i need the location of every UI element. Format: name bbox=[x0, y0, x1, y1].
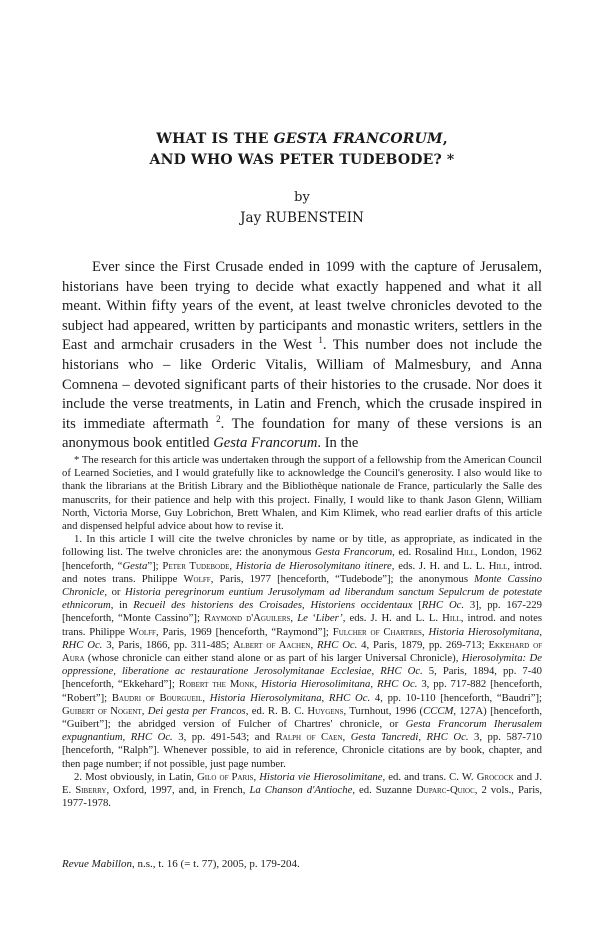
title-text: , bbox=[442, 131, 448, 147]
title-italic-text: GESTA FRANCORUM bbox=[273, 131, 443, 147]
footnote-2: 2. Most obviously, in Latin, Gilo of Paris, Historia vie Hierosolimitane, ed. and trans. C. W. Grocock and J. E. Siberry, Oxford, 1997, and, in French, La Chanson d'Antioche, ed. Suzanne Duparc-Quioc, 2 vols., Paris, 1977-1978. bbox=[62, 770, 542, 810]
byline-by: by bbox=[294, 190, 310, 205]
journal-citation: Revue Mabillon, n.s., t. 16 (= t. 77), 2005, p. 179-204. bbox=[62, 858, 300, 870]
article-title-line-1 bbox=[0, 131, 604, 147]
paragraph: Ever since the First Crusade ended in 1099 with the capture of Jerusalem, historians have been trying to decide what exactly happened and what it all meant. Within fifty years of the event, at least twelve chronicles devoted to the subject had appeared, written by participants and monastic writers, settlers in the East and armchair crusaders in the West $^1$. This number does not include the historians who – like Orderic Vitalis, William of Malmesbury, and Anna Comnena – devoted significant parts of their histories to the crusade. Nor does it include the verse treatments, in Latin and French, which the crusade inspired in its immediate aftermath $^2$. The foundation for many of these versions is an anonymous book entitled Gesta Francorum. In the bbox=[62, 259, 543, 452]
author-name: Jay RUBENSTEIN bbox=[240, 210, 364, 226]
article-title-line-2: AND WHO WAS PETER TUDEBODE? * bbox=[149, 152, 455, 168]
footnote-ref-1[interactable]: 1 bbox=[318, 335, 323, 346]
body-paragraph bbox=[62, 258, 542, 454]
title-text: WHAT IS THE bbox=[156, 131, 274, 147]
footnote-star: * The research for this article was undertaken through the support of a fellowship from the American Council of Learned Societies, and I would gratefully like to acknowledge the Council's generosity. I also would like to thank the librarians at the British Library and the Bibliothèque nationale de France, particularly the Salle des manuscrits, for their patience and help with this project. Finally, I would like to thank Jason Glenn, William North, Victoria Morse, Guy Lobrichon, Brett Whalen, and Kim Klimek, who read earlier drafts of this article and dispensed helpful advice about how to revise it. bbox=[62, 454, 542, 533]
footnotes bbox=[62, 454, 542, 810]
footnote-ref-2[interactable]: 2 bbox=[216, 413, 221, 424]
footnote-1: 1. In this article I will cite the twelve chronicles by name or by title, as appropriate, as indicated in the following list. The twelve chronicles are: the anonymous Gesta Francorum, ed. Rosalind Hill, London, 1962 [henceforth, “Gesta”]; Peter Tudebode, Historia de Hierosolymitano itinere, eds. J. H. and L. L. Hill, introd. and notes trans. Philippe Wolff, Paris, 1977 [henceforth, “Tudebode”]; the anonymous Monte Cassino Chronicle, or Historia peregrinorum euntium Jerusolymam ad liberandum sanctum Sepulcrum de potestate ethnicorum, in Recueil des historiens des Croisades, Historiens occidentaux [RHC Oc. 3], pp. 167-229 [henceforth, “Monte Cassino”]; Raymond d'Aguilers, Le ‘Liber’, eds. J. H. and L. L. Hill, introd. and notes trans. Philippe Wolff, Paris, 1969 [henceforth, “Raymond”]; Fulcher of Chartres, Historia Hierosolymitana, RHC Oc. 3, Paris, 1866, pp. 311-485; Albert of Aachen, RHC Oc. 4, Paris, 1879, pp. 269-713; Ekkehard of Aura (whose chronicle can either stand alone or as part of his larger Universal Chronicle), Hierosolymita: De oppressione, liberatione ac restauratione Jerosolymitanae Ecclesiae, RHC Oc. 5, Paris, 1894, pp. 7-40 [henceforth, “Ekkehard”]; Robert the Monk, Historia Hierosolimitana, RHC Oc. 3, pp. 717-882 [henceforth, “Robert”]; Baudri of Bourgueil, Historia Hierosolymitana, RHC Oc. 4, pp. 10-110 [henceforth, “Baudri”]; Guibert of Nogent, Dei gesta per Francos, ed. R. B. C. Huygens, Turnhout, 1996 (CCCM, 127A) [henceforth, “Guibert”]; the abridged version of Fulcher of Chartres' chronicle, or Gesta Francorum Iherusalem expugnantium, RHC Oc. 3, pp. 491-543; and Ralph of Caen, Gesta Tancredi, RHC Oc. 3, pp. 587-710 [henceforth, “Ralph”]. Whenever possible, to aid in reference, Chronicle citations are by book, chapter, and then page number; if not possible, just page number. bbox=[62, 533, 543, 770]
